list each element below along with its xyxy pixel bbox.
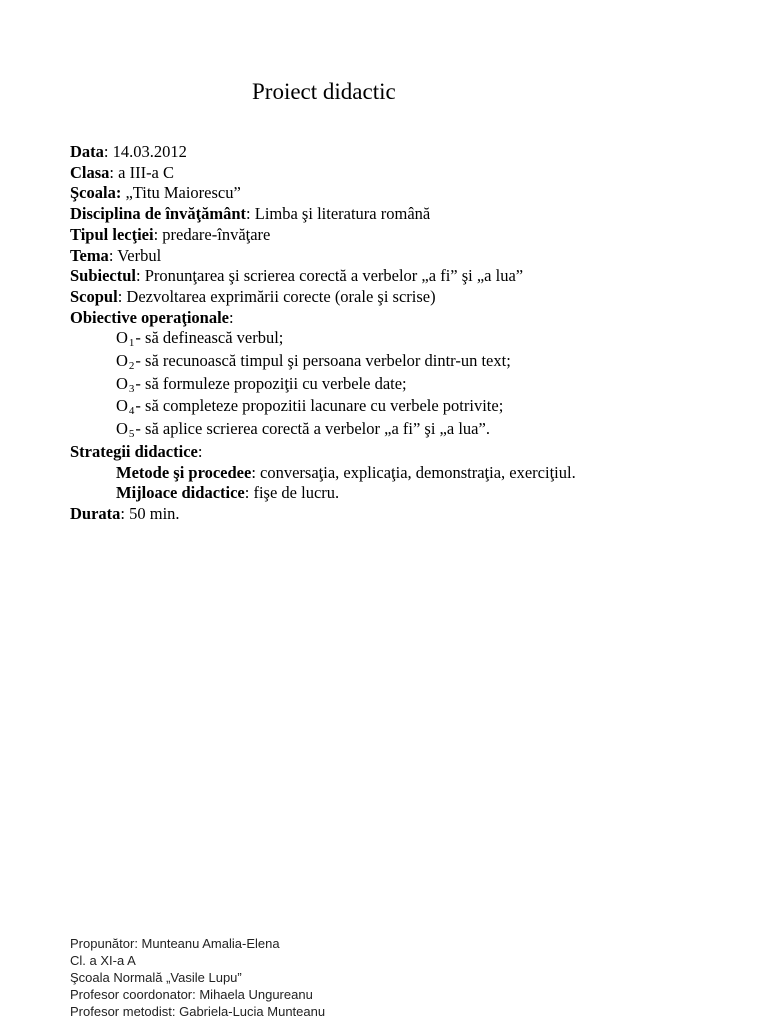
- footer-metodist: Profesor metodist: Gabriela-Lucia Munteanu: [70, 1004, 326, 1019]
- footer-clasa: Cl. a XI-a A: [70, 953, 136, 968]
- objective-letter: O: [116, 419, 128, 439]
- objective-text: - să aplice scrierea corectă a verbelor „a fi” şi „a lua”.: [135, 419, 490, 439]
- objective-letter: O: [116, 351, 128, 371]
- field-label: Obiective operaţionale: [70, 307, 230, 327]
- field-label: Metode şi procedee: [116, 462, 252, 482]
- field-data: [70, 142, 750, 163]
- objective-letter: O: [116, 328, 128, 348]
- field-label: Scopul: [70, 286, 118, 306]
- field-durata: [70, 504, 750, 525]
- field-label: Strategii didactice: [70, 441, 198, 461]
- objective-text: - să definească verbul;: [135, 328, 284, 348]
- field-value: : 14.03.2012: [103, 142, 187, 161]
- field-mijloace: [70, 483, 750, 504]
- footer-coordonator: Profesor coordonator: Mihaela Ungureanu: [70, 987, 313, 1002]
- field-label: Subiectul: [70, 266, 137, 286]
- field-value: : Limba şi literatura română: [246, 204, 431, 224]
- field-value: : Dezvoltarea exprimării corecte (orale şi scrise): [117, 286, 436, 306]
- author-footer: [70, 935, 325, 1020]
- field-label: Clasa: [70, 162, 110, 182]
- objective-number: 3: [128, 382, 135, 395]
- field-clasa: [70, 163, 750, 184]
- field-value: :: [229, 307, 234, 327]
- field-disciplina: [70, 204, 750, 225]
- field-label: Mijloace didactice: [116, 483, 245, 503]
- footer-propunator: Propunător: Munteanu Amalia-Elena: [70, 936, 280, 951]
- field-value: : predare-învăţare: [153, 224, 271, 244]
- field-label: Data: [70, 142, 104, 161]
- field-label: Durata: [70, 503, 121, 523]
- field-value: : 50 min.: [120, 503, 180, 523]
- field-label: Şcoala:: [70, 183, 122, 203]
- field-label: Disciplina de învăţământ: [70, 204, 247, 224]
- field-label: Tema: [70, 245, 109, 265]
- objective-number: 4: [128, 405, 135, 418]
- objective-item: [70, 351, 750, 374]
- field-value: : Verbul: [108, 245, 162, 265]
- footer-scoala: Şcoala Normală „Vasile Lupu”: [70, 970, 242, 985]
- field-obiective: [70, 308, 750, 329]
- field-label: Tipul lecţiei: [70, 224, 154, 244]
- field-tipul: [70, 225, 750, 246]
- objective-number: 2: [128, 360, 135, 373]
- lesson-fields: [70, 142, 750, 525]
- objective-letter: O: [116, 396, 128, 416]
- field-value: : conversaţia, explicaţia, demonstraţia, exerciţiul.: [251, 462, 576, 482]
- objective-item: [70, 374, 750, 397]
- field-subiectul: [70, 266, 750, 287]
- field-value: : a III-a C: [109, 162, 175, 182]
- objective-text: - să completeze propozitii lacunare cu verbele potrivite;: [135, 396, 504, 416]
- objective-number: 1: [128, 337, 135, 350]
- document-title: Proiect didactic: [252, 79, 396, 104]
- field-value: „Titu Maiorescu”: [121, 183, 241, 203]
- objective-text: - să recunoască timpul şi persoana verbelor dintr-un text;: [135, 351, 511, 371]
- field-value: :: [197, 441, 203, 461]
- field-value: : Pronunţarea şi scrierea corectă a verbelor „a fi” şi „a lua”: [136, 266, 524, 286]
- field-scoala: [70, 183, 750, 204]
- objective-text: - să formuleze propoziţii cu verbele date;: [135, 373, 407, 393]
- objective-item: [70, 328, 750, 351]
- objective-letter: O: [116, 373, 128, 393]
- objective-item: [70, 419, 750, 442]
- objective-number: 5: [128, 428, 135, 441]
- field-value: : fişe de lucru.: [244, 483, 340, 503]
- field-metode: [70, 463, 750, 484]
- field-scopul: [70, 287, 750, 308]
- field-tema: [70, 246, 750, 267]
- objective-item: [70, 396, 750, 419]
- field-strategii: [70, 442, 750, 463]
